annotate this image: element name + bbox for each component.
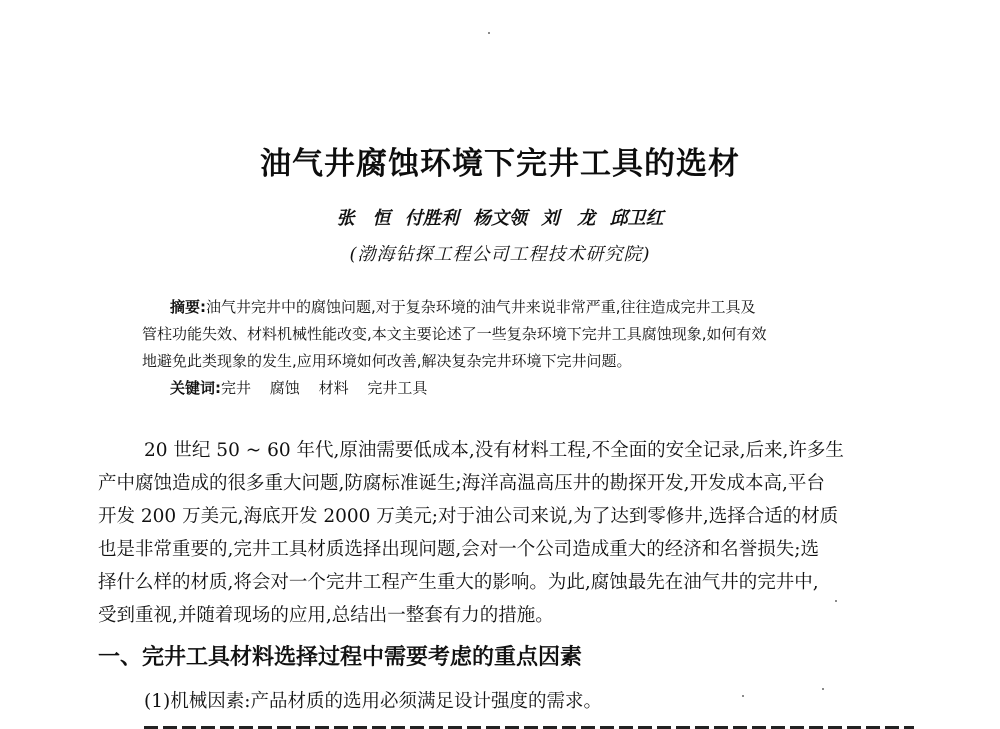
abstract-line-3: 地避免此类现象的发生,应用环境如何改善,解决复杂完井环境下完井问题。 [142, 352, 632, 370]
keywords-label: 关键词: [170, 379, 221, 397]
keyword: 完井 [221, 379, 252, 397]
abstract-line-2: 管柱功能失效、材料机械性能改变,本文主要论述了一些复杂环境下完井工具腐蚀现象,如何有效 [142, 325, 767, 343]
body-line: 20 世纪 50 ~ 60 年代,原油需要低成本,没有材料工程,不全面的安全记录,后来,许多生 [144, 440, 844, 461]
author-name: 杨文领 [473, 208, 527, 229]
abstract-text: 油气井完井中的腐蚀问题,对于复杂环境的油气井来说非常严重,往往造成完井工具及 [206, 298, 756, 316]
author-affiliation: (渤海钻探工程公司工程技术研究院) [349, 244, 651, 265]
scan-speck [822, 688, 824, 690]
scan-speck [835, 600, 837, 602]
body-line: 也是非常重要的,完井工具材质选择出现问题,会对一个公司造成重大的经济和名誉损失;选 [98, 539, 819, 560]
keyword: 腐蚀 [269, 379, 300, 397]
keywords-line [170, 377, 441, 398]
author-name: 刘 龙 [541, 208, 596, 229]
keyword: 完井工具 [367, 379, 428, 397]
paper-title: 油气井腐蚀环境下完井工具的选材 [260, 146, 740, 182]
body-line: 受到重视,并随着现场的应用,总结出一整套有力的措施。 [98, 605, 554, 626]
abstract-block [142, 294, 872, 375]
author-list [0, 204, 1000, 230]
keyword: 材料 [318, 379, 349, 397]
body-line: 开发 200 万美元,海底开发 2000 万美元;对于油公司来说,为了达到零修井,选择合适的材质 [98, 506, 839, 527]
abstract-label: 摘要: [170, 298, 206, 316]
body-line: 择什么样的材质,将会对一个完井工程产生重大的影响。为此,腐蚀最先在油气井的完井中, [98, 572, 819, 593]
body-line: 产中腐蚀造成的很多重大问题,防腐标准诞生;海洋高温高压井的勘探开发,开发成本高,平台 [98, 473, 825, 494]
abstract-line-1 [142, 294, 872, 321]
author-name: 邱卫红 [609, 208, 664, 229]
cut-off-text-line [144, 718, 914, 729]
section-heading: 一、完井工具材料选择过程中需要考虑的重点因素 [98, 645, 583, 670]
factor-item: (1)机械因素:产品材质的选用必须满足设计强度的需求。 [144, 691, 602, 712]
author-name: 张 恒 [336, 208, 391, 229]
author-name: 付胜利 [404, 208, 459, 229]
scan-speck [488, 32, 490, 34]
scan-speck [742, 695, 744, 697]
body-paragraph [98, 434, 908, 632]
